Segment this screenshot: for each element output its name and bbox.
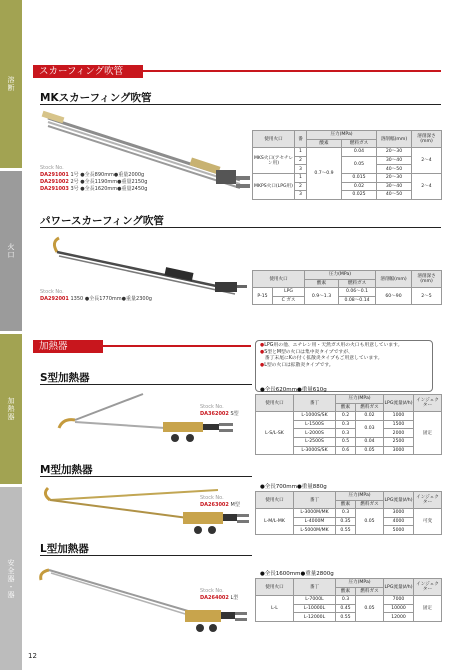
m-heater-table: 使用火口 番丁 圧力(MPa) LPG流量(ℓ/h) インジェクター 酸素 燃料ガス L-M/L-MK L-3000M/MK 0.3 0.05 3000 可変 L-4000M 0.35 4000 L-5000M/MK 0.55 5000 — [255, 491, 442, 535]
m-heater-title: M型加熱器 — [40, 464, 93, 476]
mk-stock-row-2: DA291002 2号 ●全長1190mm●重量2150g — [40, 179, 148, 185]
section-title-heater: 加熱器 — [33, 340, 103, 353]
m-heater-spec: ●全長700mm●重量880g — [260, 484, 327, 490]
l-heater-table: 使用火口 番丁 圧力(MPa) LPG流量(ℓ/h) インジェクター 酸素 燃料ガス L-L L-7000L 0.3 0.05 7000 固定 L-10000L 0.45 10000 L-12000L 0.55 12000 — [255, 578, 442, 622]
mk-title-rule — [40, 104, 441, 105]
section-title-scarfing: スカーフィング吹管 — [33, 65, 143, 78]
s-heater-image — [45, 388, 245, 460]
l-heater-spec: ●全長1600mm●重量2800g — [260, 571, 334, 577]
note-line-1: ●LPG用の他、エチレン用・天然ガス用の火口も用意しています。 — [260, 343, 403, 348]
mk-spec-table: 使用火口 番 圧力(MPa) 溶削幅(mm) 溶削深さ(mm) 酸素 燃料ガス MKS火口(アセチレン用) 1 0.7〜0.9 0.04 20〜30 2〜4 2 0.05 30〜40 3 40〜50 MKPS火口(LPG用) 1 0.015 20〜30 2〜4 2 0.02 30〜40 3 0.025 40〜50 — [252, 130, 442, 200]
mk-stock-row-3: DA291003 3号 ●全長1620mm●重量2450g — [40, 186, 148, 192]
section-rule — [103, 345, 251, 347]
s-heater-spec: ●全長620mm●重量610g — [260, 387, 327, 393]
s-heater-stock: Stock No. DA362002 S型 — [200, 404, 239, 417]
side-tab-cutting[interactable]: 溶断 — [0, 0, 22, 168]
m-heater-stock: Stock No. DA263002 M型 — [200, 495, 240, 508]
m-heater-image — [38, 478, 253, 548]
side-tab-safety[interactable]: 安全器・器 — [0, 487, 22, 670]
s-heater-table: 使用火口 番丁 圧力(MPa) LPG流量(ℓ/h) インジェクター 酸素 燃料ガス L-S/L-SK L-1000S/SK 0.2 0.02 1000 固定 L-1500S 0.3 0.03 1500 L-2000S 0.3 2000 L-2500S 0.5 0.04 2500 L-3000S/SK 0.6 0.05 3000 — [255, 394, 442, 455]
mk-stock: Stock No. DA291001 1号 ●全長890mm●重量2000g DA291002 2号 ●全長1190mm●重量2150g DA291003 3号 ●全長1620mm●重量2450g — [40, 165, 148, 192]
l-heater-stock: Stock No. DA264002 L型 — [200, 588, 239, 601]
note-line-4: ●L型の火口は拡散炎タイプです。 — [260, 362, 334, 368]
power-stock-row: DA292001 1350 ●全長1770mm●重量2300g — [40, 296, 152, 302]
mk-stock-row-1: DA291001 1号 ●全長890mm●重量2000g — [40, 172, 145, 178]
note-line-3: 番丁末尾にKの付く拡散炎タイプもご用意しています。 — [260, 356, 383, 362]
page-number: 12 — [28, 652, 37, 660]
s-heater-title-rule — [40, 384, 252, 385]
mk-title: MKスカーフィング吹管 — [40, 92, 152, 104]
section-rule — [143, 70, 441, 72]
side-tab-tip[interactable]: 火口 — [0, 171, 22, 331]
note-line-2: ●S型とM型の火口は集中炎タイプですが、 — [260, 349, 353, 355]
power-title-rule — [40, 227, 441, 228]
power-spec-table: 使用火口 圧力(MPa) 溶削幅(mm) 溶削深さ(mm) 酸素 燃料ガス P-15 LPG 0.9〜1.3 0.06〜0.1 60〜90 2〜5 C ガス 0.08〜0.14 — [252, 270, 442, 305]
side-tab-heater[interactable]: 加熱器 — [0, 334, 22, 484]
l-heater-title: L型加熱器 — [40, 543, 89, 555]
power-stock: Stock No. DA292001 1350 ●全長1770mm●重量2300g — [40, 289, 152, 302]
m-heater-title-rule — [40, 476, 252, 477]
power-title: パワースカーフィング吹管 — [40, 215, 164, 227]
side-tabs — [0, 0, 22, 670]
s-heater-title: S型加熱器 — [40, 372, 90, 384]
